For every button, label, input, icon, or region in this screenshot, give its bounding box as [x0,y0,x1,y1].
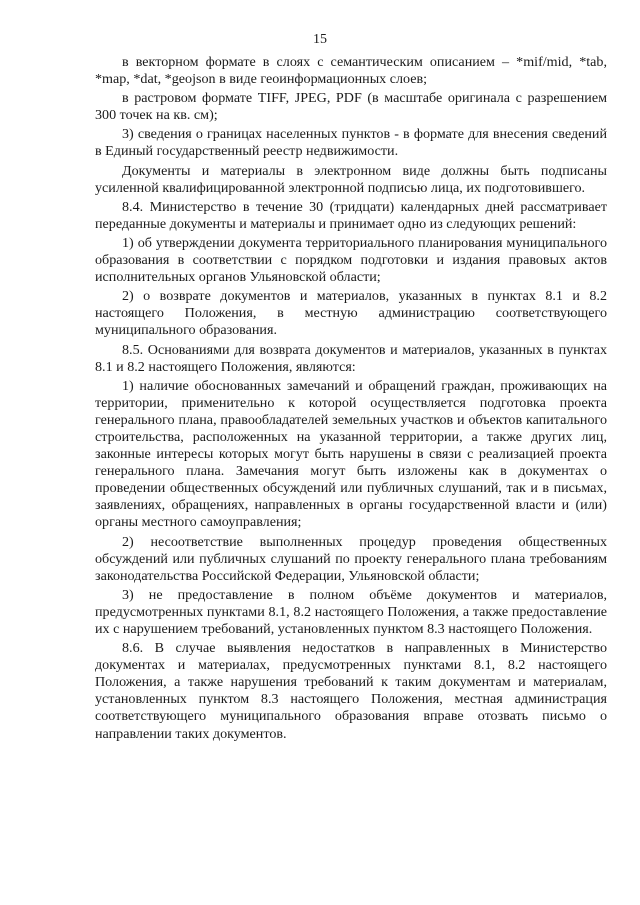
paragraph-8-4-item-2: 2) о возврате документов и материалов, указанных в пунктах 8.1 и 8.2 настоящего Положения, в местную администрацию соответствующего муниципального образования. [95,288,607,339]
paragraph-settlement-boundaries: 3) сведения о границах населенных пунктов - в формате для внесения сведений в Единый государственный реестр недвижимости. [95,126,607,160]
paragraph-8-6: 8.6. В случае выявления недостатков в направленных в Министерство документах и материалах, предусмотренных пунктами 8.1, 8.2 настоящего Положения, а также нарушения требований к таким документам и материалам, установленных пунктом 8.3 настоящего Положения, местная администрация соответствующего муниципального образования вправе отозвать письмо о направлении таких документов. [95,640,607,742]
document-body [95,54,607,745]
paragraph-8-4-item-1: 1) об утверждении документа территориального планирования муниципального образования в соответствии с порядком подготовки и издания правовых актов исполнительных органов Ульяновской области; [95,234,607,286]
paragraph-vector-format: в векторном формате в слоях с семантическим описанием – *mif/mid, *tab, *map, *dat, *geojson в виде геоинформационных слоев; [95,54,607,88]
paragraph-8-5: 8.5. Основаниями для возврата документов и материалов, указанных в пунктах 8.1 и 8.2 настоящего Положения, являются: [95,341,607,375]
paragraph-8-5-item-3: 3) не предоставление в полном объёме документов и материалов, предусмотренных пунктами 8.1, 8.2 настоящего Положения, а также предоставление их с нарушением требований, установленных пунктом 8.3 настоящего Положения. [95,586,607,637]
paragraph-8-5-item-1: 1) наличие обоснованных замечаний и обращений граждан, проживающих на территории, применительно к которой осуществляется подготовка проекта генерального плана, правообладателей земельных участков и объектов капитального строительства, расположенных на указанной территории, а также других лиц, законные интересы которых могут быть нарушены в связи с реализацией проекта генерального плана. Замечания могут быть изложены как в документах о проведении общественных обсуждений или публичных слушаний, так и в письмах, заявлениях, обращениях, направленных в органы государственной власти и (или) органы местного самоуправления; [95,377,607,531]
page-number: 15 [313,32,327,47]
paragraph-electronic-signature: Документы и материалы в электронном виде должны быть подписаны усиленной квалифицированной электронной подписью лица, их подготовившего. [95,162,607,196]
paragraph-raster-format: в растровом формате TIFF, JPEG, PDF (в масштабе оригинала с разрешением 300 точек на кв. см); [95,90,607,124]
paragraph-8-5-item-2: 2) несоответствие выполненных процедур проведения общественных обсуждений или публичных слушаний по проекту генерального плана требованиям законодательства Российской Федерации, Ульяновской области; [95,533,607,584]
paragraph-8-4: 8.4. Министерство в течение 30 (тридцати) календарных дней рассматривает переданные документы и материалы и принимает одно из следующих решений: [95,198,607,232]
